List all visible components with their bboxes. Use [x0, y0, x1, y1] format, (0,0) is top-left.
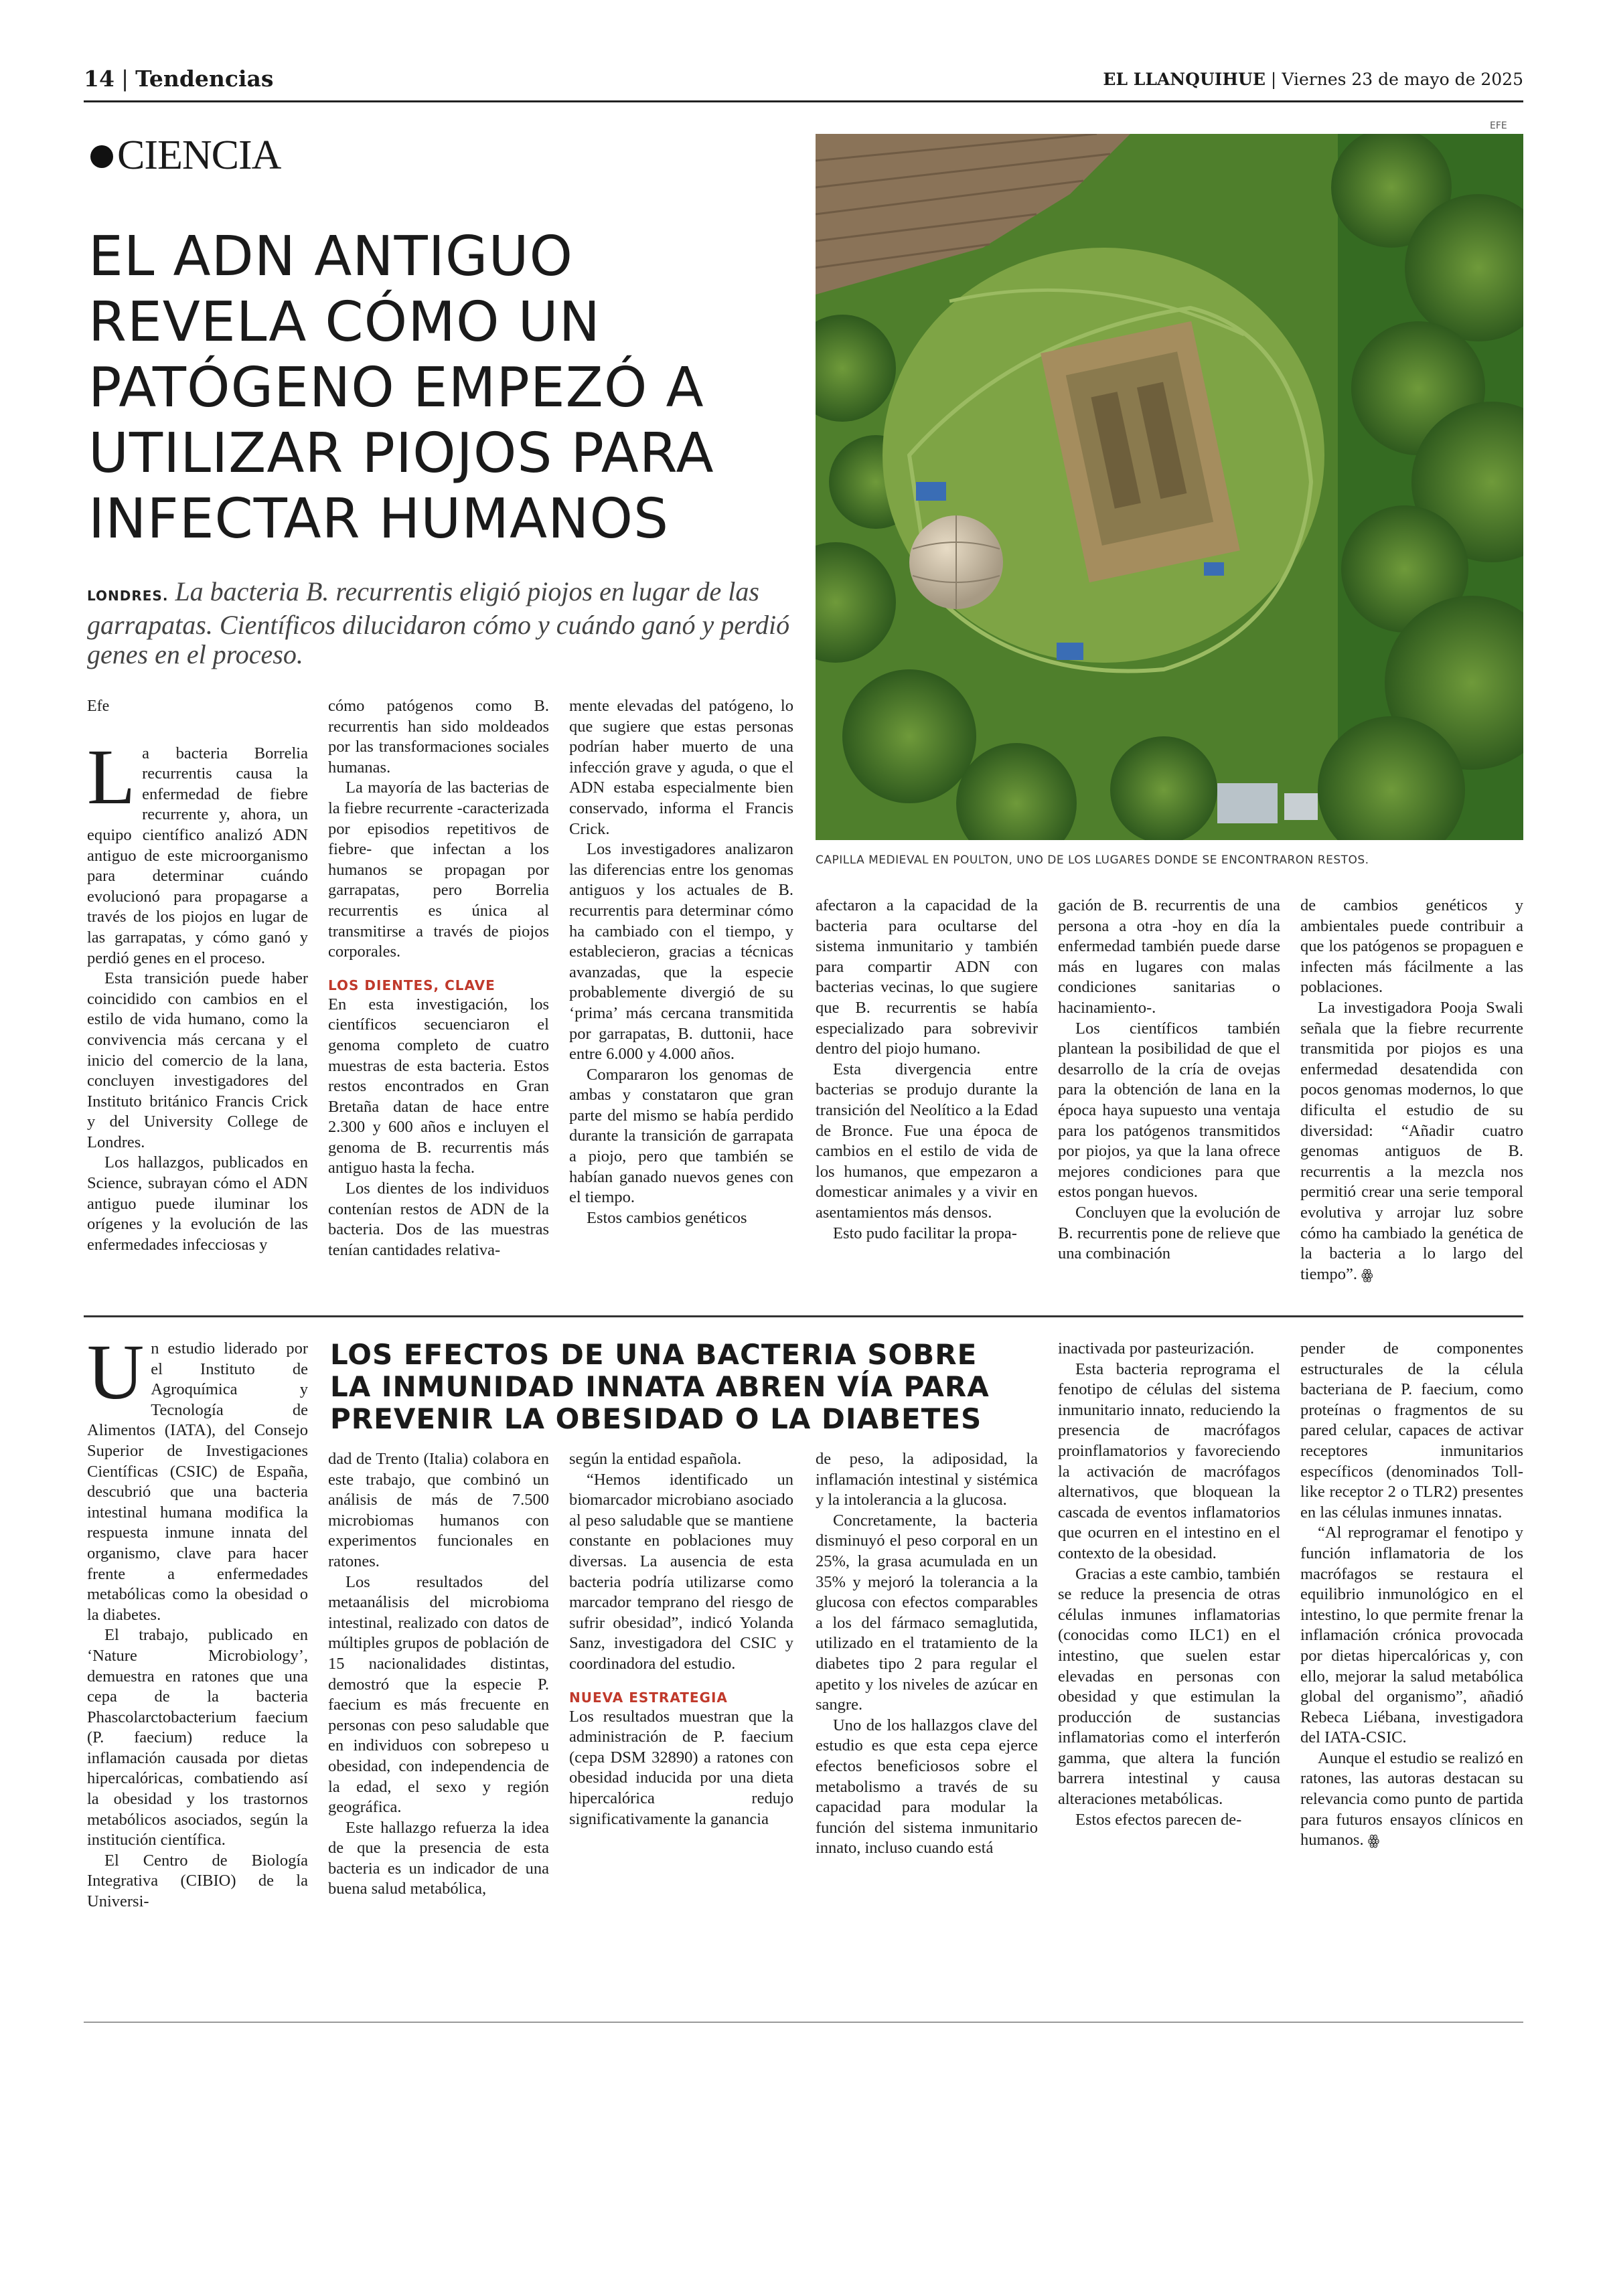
article2-headline — [330, 1339, 1040, 1435]
headline-line: LOS EFECTOS DE UNA BACTERIA SOBRE — [330, 1338, 978, 1371]
article2-column-3 — [569, 1449, 793, 1829]
headline-line: LA INMUNIDAD INNATA ABREN VÍA PARA — [330, 1370, 990, 1403]
headline-line: UTILIZAR PIOJOS PARA — [88, 422, 714, 485]
paragraph: pender de componentes estructurales de la célula bacteriana de P. faecium, como proteínas o fragmentos de su pared celular, capaces de activar receptores inmunitarios específicos (denominados Toll-like receptor 2 o TLR2) presentes en las células inmunes innatas. — [1300, 1339, 1523, 1522]
paragraph: Aunque el estudio se realizó en ratones, las autoras destacan su relevancia como punto de partida para futuros ensayos clínicos en humanos. ꙮ — [1300, 1748, 1523, 1850]
paragraph: El trabajo, publicado en ‘Nature Microbiology’, demuestra en ratones que una cepa de la bacteria Phascolarctobacterium faecium (P. faecium) reduce la inflamación causada por dietas hipercalóricas, combatiendo así la obesidad y los trastornos metabólicos asociados, según la institución científica. — [87, 1626, 308, 1850]
paragraph: La investigadora Pooja Swali señala que la fiebre recurrente transmitida por piojos es una enfermedad desatendida con pocos genomas modernos, lo que dificulta el estudio de su diversidad: “Añadir cuatro genomas antiguos de B. recurrentis a la mezcla nos permitió crear una serie temporal evolutiva y arrojar luz sobre cómo ha cambiado la genética de la bacteria a lo largo del tiempo”. ꙮ — [1300, 998, 1523, 1283]
paragraph: dad de Trento (Italia) colabora en este trabajo, que combinó un análisis de más de 7.500 microbiomas humanos con experimentos funcionales en ratones. — [328, 1450, 549, 1570]
subhead: LOS DIENTES, CLAVE — [328, 977, 495, 993]
paragraph: Concretamente, la bacteria disminuyó el peso corporal en un 25%, la grasa acumulada en un 35% y mejoró la tolerancia a la glucosa con efectos comparables a los del fármaco semaglutida, utilizado en el tratamiento de la diabetes tipo 2 para regular el apetito y los niveles de azúcar en sangre. — [816, 1511, 1038, 1714]
paragraph: “Al reprogramar el fenotipo y función inflamatoria de los macrófagos se restaura el equilibrio inmunológico en el intestino, lo que permite frenar la inflamación crónica provocada por dietas hipercalóricas y, con ello, mejorar la salud metabólica global del organismo”, añadió Rebeca Liébana, investigadora del IATA-CSIC. — [1300, 1524, 1523, 1747]
article2-column-6 — [1300, 1339, 1523, 1851]
paragraph: de peso, la adiposidad, la inflamación intestinal y sistémica y la intolerancia a la glucosa. — [816, 1450, 1038, 1509]
paragraph: Los resultados del metaanálisis del microbioma intestinal, realizado con datos de múltiples grupos de población de 15 nacionalidades distintas, demostró que la especie P. faecium es más frecuente en personas con peso saludable que en individuos con sobrepeso u obesidad, con independencia de la edad, el sexo y región geográfica. — [328, 1572, 549, 1817]
deck-text: La bacteria B. recurrentis eligió piojos en lugar de las garrapatas. Científicos dilucidaron cómo y cuándo ganó y perdió genes en el proceso. — [87, 576, 790, 669]
article1-column-1 — [87, 696, 308, 1255]
paragraph: Uno de los hallazgos clave del estudio es que esta cepa ejerce efectos beneficiosos sobre el metabolismo a través de su capacidad para modular la función del sistema inmunitario innato, incluso cuando está — [816, 1716, 1038, 1858]
article1-column-5 — [1058, 896, 1280, 1264]
headline-line: PREVENIR LA OBESIDAD O LA DIABETES — [330, 1402, 982, 1435]
headline-line: REVELA CÓMO UN — [88, 291, 601, 354]
paragraph: Esta transición puede haber coincidido con cambios en el estilo de vida humano, como la convivencia más cercana y el inicio del comercio de la lana, concluyen investigadores del Instituto británico Francis Crick y del University College de Londres. — [87, 969, 308, 1151]
paragraph: Esto pudo facilitar la propa- — [833, 1224, 1017, 1242]
newspaper-name: EL LLANQUIHUE — [1103, 70, 1266, 89]
article2-column-1 — [87, 1328, 308, 1912]
photo-credit: EFE — [1490, 120, 1507, 131]
article2-column-4 — [816, 1449, 1038, 1859]
paragraph: Esta divergencia entre bacterias se produjo durante la transición del Neolítico a la Edad de Bronce. Fue una época de cambios en el estilo de vida de los humanos, que empezaron a domesticar animales y a vivir en asentamientos más densos. — [816, 1060, 1038, 1222]
article1-deck — [87, 577, 810, 669]
paragraph: “Hemos identificado un biomarcador microbiano asociado al peso saludable que se mantiene constante en poblaciones muy diversas. La ausencia de esta bacteria podría utilizarse como marcador temprano del riesgo de sufrir obesidad”, indicó Yolanda Sanz, investigadora del CSIC y coordinadora del estudio. — [569, 1470, 793, 1673]
subhead: NUEVA ESTRATEGIA — [569, 1689, 728, 1706]
paragraph: Gracias a este cambio, también se reduce la presencia de otras células inmunes inflamatorias (conocidas como ILC1) en el intestino, que suelen estar elevadas en personas con obesidad y que estimulan la producción de sustancias inflamatorias como el interferón gamma, que altera la función barrera intestinal y causa alteraciones metabólicas. — [1058, 1564, 1280, 1809]
paragraph: de cambios genéticos y ambientales puede contribuir a que los patógenos se propaguen e infecten más fácilmente a las poblaciones. — [1300, 896, 1523, 997]
paragraph: Los dientes de los individuos contenían restos de ADN de la bacteria. Dos de las muestras tenían cantidades relativa- — [328, 1179, 549, 1259]
paragraph: mente elevadas del patógeno, lo que sugiere que estas personas podrían haber muerto de una infección grave y aguda, o que el ADN estaba especialmente bien conservado, informa el Francis Crick. — [569, 697, 793, 838]
paragraph: Estos cambios genéticos — [587, 1208, 747, 1227]
headline-line: PATÓGENO EMPEZÓ A — [88, 356, 704, 420]
paragraph: cómo patógenos como B. recurrentis han sido moldeados por las transformaciones sociales humanas. — [328, 697, 549, 776]
paragraph: Los científicos también plantean la posibilidad de que el desarrollo de la cría de ovejas para la obtención de lana en la época haya supuesto una ventaja para los patógenos transmitidos por piojos, ya que la lana ofrece mejores condiciones para que estos pongan huevos. — [1058, 1019, 1280, 1202]
headline-line: EL ADN ANTIGUO — [88, 225, 574, 289]
paragraph: Estos efectos parecen de- — [1075, 1810, 1242, 1829]
paragraph: En esta investigación, los científicos secuenciaron el genoma completo de cuatro muestras de esta bacteria. Estos restos encontrados en Gran Bretaña datan de hace entre 2.300 y 600 años e incluyen el genoma de B. recurrentis más antiguo hasta la fecha. — [328, 995, 549, 1177]
article1-column-6 — [1300, 896, 1523, 1285]
publication-info: EL LLANQUIHUE | Viernes 23 de mayo de 2025 — [1103, 70, 1523, 89]
footer-rule — [84, 2022, 1523, 2023]
paragraph: La bacteria Borrelia recurrentis causa la enfermedad de fiebre recurrente y, ahora, un equipo científico analizó ADN antiguo de este microorganismo para determinar cuándo evolucionó para propagarse a través de los piojos en lugar de las garrapatas, y cómo ganó y perdió genes en el proceso. — [87, 732, 308, 967]
end-mark-icon: ꙮ — [1367, 1832, 1380, 1849]
dropcap: L — [87, 732, 136, 821]
paragraph: Concluyen que la evolución de B. recurrentis pone de relieve que una combinación — [1058, 1203, 1280, 1263]
end-mark-icon: ꙮ — [1361, 1266, 1373, 1283]
paragraph: según la entidad española. — [569, 1450, 742, 1468]
article1-column-2 — [328, 696, 549, 1260]
section-kicker: CIENCIA — [90, 132, 281, 179]
dropcap: U — [87, 1328, 145, 1416]
bullet-icon — [90, 145, 113, 168]
paragraph: Compararon los genomas de ambas y constataron que gran parte del mismo se había perdido durante la transición de garrapata a piojo, pero que también se habían ganado nuevos genes con el tiempo. — [569, 1065, 793, 1207]
photo-caption: CAPILLA MEDIEVAL EN POULTON, UNO DE LOS LUGARES DONDE SE ENCONTRARON RESTOS. — [816, 853, 1369, 867]
publication-date: Viernes 23 de mayo de 2025 — [1282, 70, 1523, 89]
page-number: 14 — [84, 66, 114, 92]
paragraph: afectaron a la capacidad de la bacteria para ocultarse del sistema inmunitario y también para compartir ADN con bacterias vecinas, lo que sugiere que B. recurrentis se había especializado para sobrevivir dentro del piojo humano. — [816, 896, 1038, 1058]
article1-column-4 — [816, 896, 1038, 1244]
paragraph: Esta bacteria reprograma el fenotipo de células del sistema inmunitario innato, reduciendo la presencia de macrófagos proinflamatorios y favoreciendo la activación de macrófagos alternativos, que bloquean la cascada de eventos inflamatorios que ocurren en el intestino en el contexto de la obesidad. — [1058, 1360, 1280, 1562]
article2-column-2 — [328, 1449, 549, 1900]
section-divider — [84, 1315, 1523, 1317]
section-label: 14 | Tendencias — [84, 66, 274, 92]
headline-line: INFECTAR HUMANOS — [88, 487, 670, 551]
article1-headline — [88, 224, 798, 552]
paragraph: La mayoría de las bacterias de la fiebre recurrente -caracterizada por episodios repetitivos de fiebre- que infectan a los humanos se propagan por garrapatas, pero Borrelia recurrentis es única al transmitirse a través de piojos corporales. — [328, 778, 549, 961]
paragraph: El Centro de Biología Integrativa (CIBIO) de la Universi- — [87, 1851, 308, 1911]
paragraph: Este hallazgo refuerza la idea de que la presencia de esta bacteria es un indicador de una buena salud metabólica, — [328, 1818, 549, 1898]
byline: Efe — [87, 698, 110, 715]
paragraph: Los investigadores analizaron las diferencias entre los genomas antiguos y los actuales de B. recurrentis para determinar cómo ha cambiado con el tiempo, y establecieron, gracias a técnicas avanzadas, que la especie probablemente divergió de su ‘prima’ más cercana transmitida por garrapatas, B. duttonii, hace entre 6.000 y 4.000 años. — [569, 840, 793, 1064]
paragraph: inactivada por pasteurización. — [1058, 1339, 1255, 1358]
paragraph: gación de B. recurrentis de una persona a otra -hoy en día la enfermedad también puede darse más en lugares con malas condiciones sanitarias o hacinamiento-. — [1058, 896, 1280, 1017]
dateline: LONDRES. — [87, 588, 169, 604]
header-rule — [84, 100, 1523, 102]
paragraph: Los resultados muestran que la administración de P. faecium (cepa DSM 32890) a ratones con obesidad inducida por una dieta hipercalórica redujo significativamente la ganancia — [569, 1707, 793, 1828]
article2-column-5 — [1058, 1339, 1280, 1830]
page-header — [84, 64, 1523, 102]
section-name: Tendencias — [135, 66, 274, 92]
paragraph: Los hallazgos, publicados en Science, subrayan cómo el ADN antiguo puede iluminar los orígenes y la evolución de las enfermedades infecciosas y — [87, 1153, 308, 1254]
aerial-photo — [816, 134, 1523, 840]
paragraph: Un estudio liderado por el Instituto de Agroquímica y Tecnología de Alimentos (IATA), del Consejo Superior de Investigaciones Científicas (CSIC) de España, descubrió que una bacteria intestinal humana modifica la respuesta inmune innata del organismo, clave para hacer frente a enfermedades metabólicas como la obesidad o la diabetes. — [87, 1328, 308, 1624]
article1-column-3 — [569, 696, 793, 1228]
